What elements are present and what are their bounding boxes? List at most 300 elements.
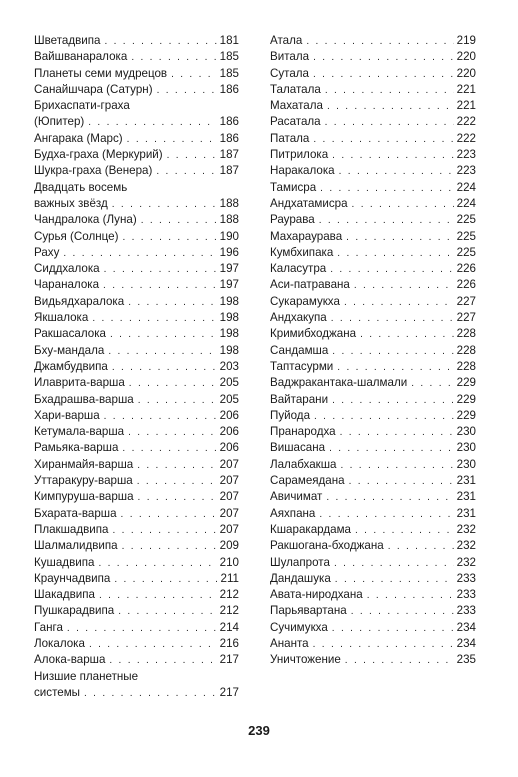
dot-leader (134, 393, 217, 408)
toc-entry-title: Раху (34, 245, 60, 259)
toc-entry-page: 214 (219, 620, 239, 634)
toc-entry (270, 163, 476, 179)
dot-leader (118, 441, 216, 456)
dot-leader (133, 474, 217, 489)
dot-leader (309, 132, 453, 147)
toc-entry-title: Бху-мандала (34, 343, 105, 357)
toc-entry (270, 522, 476, 538)
toc-entry-title: (Юпитер) (34, 115, 85, 129)
dot-leader (309, 637, 454, 652)
toc-entry-title: важных звёзд (34, 196, 108, 210)
dot-leader (336, 458, 453, 473)
toc-entry-page: 217 (219, 685, 239, 699)
toc-entry (34, 49, 239, 65)
toc-entry-row (34, 571, 239, 587)
toc-entry-row (34, 408, 239, 424)
dot-leader (407, 376, 453, 391)
toc-entry-title: Кримибходжана (270, 327, 357, 341)
dot-leader (137, 213, 217, 228)
toc-entry-row (270, 408, 476, 424)
toc-entry-page: 223 (456, 164, 476, 178)
dot-leader (336, 425, 454, 440)
dot-leader (322, 490, 453, 505)
toc-entry-row (34, 538, 239, 554)
dot-leader (118, 539, 217, 554)
toc-entry-page: 233 (456, 604, 476, 618)
toc-entry (34, 408, 239, 424)
toc-entry-row (34, 343, 239, 359)
toc-entry-title: Шулапрота (270, 555, 330, 569)
toc-entry-row (270, 424, 476, 440)
dot-leader (345, 474, 454, 489)
toc-entry-title: Чандралока (Луна) (34, 213, 137, 227)
toc-entry-row (270, 212, 476, 228)
dot-leader (333, 246, 453, 261)
toc-entry (270, 147, 476, 163)
dot-leader (328, 344, 453, 359)
dot-leader (310, 409, 454, 424)
toc-entry-page: 224 (456, 180, 476, 194)
toc-entry-row (34, 685, 239, 701)
toc-entry-page: 212 (219, 604, 239, 618)
dot-leader (167, 67, 217, 82)
toc-entry-row (270, 294, 476, 310)
toc-entry-row (270, 620, 476, 636)
toc-entry (270, 310, 476, 326)
toc-entry-row (34, 620, 239, 636)
toc-entry-page: 231 (456, 490, 476, 504)
toc-entry (270, 652, 476, 668)
toc-entry (34, 294, 239, 310)
toc-entry-title: Бхарата-варша (34, 506, 117, 520)
toc-entry-title: Планеты семи мудрецов (34, 66, 168, 80)
toc-entry-row (34, 375, 239, 391)
dot-leader (123, 132, 217, 147)
toc-entry (34, 310, 239, 326)
toc-entry (34, 33, 239, 49)
toc-entry-page: 187 (219, 164, 239, 178)
toc-entry-page: 206 (219, 425, 239, 439)
toc-entry-page: 209 (219, 539, 239, 553)
dot-leader (321, 83, 454, 98)
toc-entry-title: Расатала (270, 115, 321, 129)
toc-entry-row (270, 457, 476, 473)
dot-leader (356, 327, 454, 342)
toc-entry-title: Будха-граха (Меркурий) (34, 148, 163, 162)
toc-entry (34, 424, 239, 440)
toc-entry (34, 131, 239, 147)
dot-leader (106, 327, 217, 342)
toc-entry-row (34, 33, 239, 49)
toc-entry-row (34, 392, 239, 408)
toc-entry-page: 198 (219, 343, 239, 357)
toc-entry-title: Питрилока (270, 148, 329, 162)
toc-entry-page: 227 (456, 294, 476, 308)
toc-entry-page: 197 (219, 262, 239, 276)
toc-entry-title: Кшаракардама (270, 522, 351, 536)
toc-entry-row (34, 163, 239, 179)
toc-entry (34, 522, 239, 538)
toc-entry-row (34, 49, 239, 65)
toc-entry (270, 343, 476, 359)
toc-entry-row (34, 555, 239, 571)
dot-leader (114, 604, 216, 619)
dot-leader (100, 34, 216, 49)
toc-entry-title: Дандашука (270, 571, 331, 585)
toc-entry (270, 620, 476, 636)
toc-entry-page: 203 (219, 359, 239, 373)
toc-entry-row (270, 636, 476, 652)
toc-entry-row (270, 489, 476, 505)
toc-entry (270, 212, 476, 228)
toc-entry (34, 538, 239, 554)
toc-entry-row (270, 147, 476, 163)
dot-leader (100, 409, 217, 424)
toc-entry-page: 220 (456, 50, 476, 64)
toc-entry-page: 198 (219, 294, 239, 308)
toc-entry (270, 261, 476, 277)
dot-leader (328, 621, 454, 636)
toc-entry (270, 196, 476, 212)
toc-entry-title: Парьявартана (270, 604, 347, 618)
toc-entry-title: Пушкарадвипа (34, 604, 115, 618)
toc-entry-page: 217 (219, 653, 239, 667)
toc-entry (34, 261, 239, 277)
toc-entry (34, 375, 239, 391)
toc-entry-page: 205 (219, 392, 239, 406)
toc-entry-row (270, 163, 476, 179)
toc-entry-row (270, 538, 476, 554)
toc-entry-row (270, 114, 476, 130)
dot-leader (347, 604, 454, 619)
toc-entry (270, 82, 476, 98)
dot-leader (110, 572, 217, 587)
toc-entry-row (34, 457, 239, 473)
toc-entry-row (34, 522, 239, 538)
toc-entry-row (270, 180, 476, 196)
toc-entry-page: 186 (219, 131, 239, 145)
dot-leader (328, 393, 454, 408)
toc-entry-page: 207 (219, 522, 239, 536)
dot-leader (80, 686, 217, 701)
toc-entry-title: Каласутра (270, 262, 327, 276)
toc-entry (270, 326, 476, 342)
toc-entry-title: Ангарака (Марс) (34, 131, 123, 145)
toc-entry-page: 226 (456, 262, 476, 276)
toc-entry (270, 457, 476, 473)
toc-entry (270, 392, 476, 408)
dot-leader (323, 99, 454, 114)
toc-entry-title: Сурья (Солнце) (34, 229, 119, 243)
toc-entry-row (34, 66, 239, 82)
toc-entry (34, 343, 239, 359)
dot-leader (316, 181, 454, 196)
toc-entry-page: 227 (456, 311, 476, 325)
toc-entry (270, 49, 476, 65)
toc-entry-page: 230 (456, 425, 476, 439)
toc-entry-title: Махатала (270, 99, 323, 113)
toc-entry-page: 206 (219, 408, 239, 422)
toc-entry-title: Локалока (34, 636, 85, 650)
toc-entry-page: 186 (219, 115, 239, 129)
toc-entry (34, 669, 239, 702)
toc-entry (270, 473, 476, 489)
toc-entry-page: 207 (219, 457, 239, 471)
toc-entry-page: 228 (456, 327, 476, 341)
toc-entry (270, 571, 476, 587)
toc-entry-page: 234 (456, 620, 476, 634)
toc-entry-row (270, 33, 476, 49)
toc-entry-row (34, 359, 239, 375)
toc-entry (270, 375, 476, 391)
toc-entry-page: 231 (456, 506, 476, 520)
toc-entry-page: 229 (456, 392, 476, 406)
dot-leader (134, 490, 217, 505)
toc-entry (34, 587, 239, 603)
toc-entry-page: 207 (219, 490, 239, 504)
toc-entry-title: Таптасурми (270, 359, 334, 373)
toc-entry-title: Кимпуруша-варша (34, 490, 134, 504)
dot-leader (333, 360, 453, 375)
dot-leader (341, 653, 454, 668)
toc-entry-page: 222 (456, 115, 476, 129)
toc-entry (34, 359, 239, 375)
toc-entry-title-line1: Низшие планетные (34, 669, 139, 683)
toc-entry-title: Кумбхипака (270, 245, 334, 259)
toc-entry-title: Бхадрашва-варша (34, 392, 134, 406)
dot-leader (124, 295, 216, 310)
toc-entry-title: Шалмалидвипа (34, 539, 118, 553)
toc-entry-page: 220 (456, 66, 476, 80)
toc-entry-title-line1: Брихаспати-граха (34, 99, 130, 113)
toc-entry-title: Рамьяка-варша (34, 441, 119, 455)
toc-entry-row (34, 424, 239, 440)
dot-leader (335, 164, 454, 179)
toc-entry-title: Сутала (270, 66, 310, 80)
toc-entry (270, 603, 476, 619)
toc-entry-title: Уничтожение (270, 653, 341, 667)
toc-entry (34, 326, 239, 342)
toc-entry-page: 207 (219, 506, 239, 520)
toc-entry-page: 223 (456, 148, 476, 162)
toc-entry-page: 224 (456, 196, 476, 210)
toc-entry (34, 392, 239, 408)
toc-entry-title: Хари-варша (34, 408, 100, 422)
toc-entry (270, 294, 476, 310)
dot-leader (105, 653, 216, 668)
toc-entry-title: Илаврита-варша (34, 376, 125, 390)
toc-entry-page: 198 (219, 311, 239, 325)
toc-entry-row (270, 375, 476, 391)
toc-entry-row (34, 131, 239, 147)
toc-entry-row (34, 82, 239, 98)
toc-entry-page: 233 (456, 588, 476, 602)
toc-entry-page: 188 (219, 196, 239, 210)
toc-entry-page: 212 (219, 588, 239, 602)
toc-entry-title: Витала (270, 50, 310, 64)
toc-entry-page: 221 (456, 82, 476, 96)
toc-entry (270, 229, 476, 245)
toc-entry (270, 131, 476, 147)
toc-entry-row (270, 440, 476, 456)
toc-entry-row (34, 603, 239, 619)
dot-leader (163, 148, 217, 163)
toc-entry (270, 33, 476, 49)
toc-entry-title: Сандамша (270, 343, 329, 357)
toc-entry (34, 506, 239, 522)
toc-entry-row (270, 571, 476, 587)
toc-entry (270, 424, 476, 440)
dot-leader (153, 83, 217, 98)
toc-entry-page: 232 (456, 522, 476, 536)
toc-entry (34, 229, 239, 245)
toc-entry (270, 180, 476, 196)
dot-leader (104, 344, 216, 359)
toc-entry (270, 555, 476, 571)
toc-entry-row (270, 82, 476, 98)
toc-entry-row (270, 310, 476, 326)
toc-entry-page: 235 (456, 653, 476, 667)
toc-entry-row (270, 196, 476, 212)
toc-entry-row (270, 131, 476, 147)
toc-entry-title: Аси-патравана (270, 278, 350, 292)
toc-entry-title: Тамисра (270, 180, 317, 194)
toc-entry-row (270, 473, 476, 489)
toc-entry-page: 225 (456, 229, 476, 243)
toc-entry-row (270, 98, 476, 114)
toc-entry (270, 587, 476, 603)
toc-entry-title: Сарамеядана (270, 474, 345, 488)
toc-entry-title: Ваджракантака-шалмали (270, 376, 408, 390)
toc-entry-page: 225 (456, 213, 476, 227)
toc-entry-title: Патала (270, 131, 310, 145)
toc-entry (270, 114, 476, 130)
toc-entry-title: Махараурава (270, 229, 343, 243)
toc-entry-title: Вайшванаралока (34, 50, 128, 64)
dot-leader (342, 230, 454, 245)
toc-entry-title: Кушадвипа (34, 555, 95, 569)
toc-entry (270, 245, 476, 261)
toc-entry (34, 652, 239, 668)
dot-leader (315, 213, 454, 228)
toc-entry (270, 98, 476, 114)
toc-entry-title: Сукарамукха (270, 294, 340, 308)
dot-leader (124, 425, 217, 440)
toc-entry-row (270, 343, 476, 359)
toc-entry (34, 180, 239, 213)
toc-entry (270, 277, 476, 293)
dot-leader (152, 164, 216, 179)
toc-entry-page: 185 (219, 66, 239, 80)
toc-entry-row (270, 603, 476, 619)
dot-leader (330, 556, 454, 571)
toc-entry-row (34, 196, 239, 212)
toc-entry-page: 181 (219, 34, 239, 47)
toc-entry-row (34, 277, 239, 293)
toc-column-right (270, 33, 476, 669)
toc-entry-title: Аяхпана (270, 506, 316, 520)
toc-entry (34, 163, 239, 179)
dot-leader (328, 148, 453, 163)
toc-entry-page: 196 (219, 245, 239, 259)
toc-entry-row (270, 555, 476, 571)
toc-entry-row (34, 310, 239, 326)
toc-entry-title: Шакадвипа (34, 588, 95, 602)
dot-leader (125, 376, 217, 391)
toc-entry-title: системы (34, 685, 81, 699)
toc-entry-row (270, 326, 476, 342)
toc-entry-page: 198 (219, 327, 239, 341)
dot-leader (325, 441, 454, 456)
toc-entry-title-line1: Двадцать восемь (34, 180, 128, 194)
toc-entry (34, 457, 239, 473)
toc-entry-title: Лалабхакша (270, 457, 337, 471)
toc-entry-title: Шукра-граха (Венера) (34, 164, 153, 178)
toc-entry (34, 620, 239, 636)
dot-leader (109, 523, 217, 538)
toc-entry-page: 219 (456, 34, 476, 47)
toc-entry-title: Чараналока (34, 278, 100, 292)
toc-entry-title: Пранародха (270, 425, 336, 439)
toc-entry (270, 636, 476, 652)
toc-entry-row (34, 473, 239, 489)
toc-entry-title: Ракшасалока (34, 327, 106, 341)
toc-entry-title: Шветадвипа (34, 34, 101, 47)
toc-entry-row (270, 49, 476, 65)
toc-entry-title: Кетумала-варша (34, 425, 125, 439)
toc-entry-title: Андхатамисра (270, 196, 348, 210)
toc-entry-row (34, 229, 239, 245)
toc-entry-title: Якшалока (34, 311, 89, 325)
dot-leader (350, 278, 454, 293)
toc-entry-title: Вишасана (270, 441, 326, 455)
toc-entry-page: 187 (219, 148, 239, 162)
toc-entry-page: 216 (219, 636, 239, 650)
toc-entry-row (270, 587, 476, 603)
toc-entry-title: Краунчадвипа (34, 571, 111, 585)
toc-entry-row (270, 392, 476, 408)
toc-entry-title: Раурава (270, 213, 315, 227)
dot-leader (340, 295, 454, 310)
toc-entry-title: Алока-варша (34, 653, 106, 667)
toc-entry-title: Сучимукха (270, 620, 328, 634)
toc-entry (34, 603, 239, 619)
toc-column-left (34, 33, 239, 701)
toc-entry-title: Ананта (270, 636, 309, 650)
toc-entry (34, 245, 239, 261)
toc-entry-title: Вайтарани (270, 392, 329, 406)
toc-entry-page: 221 (456, 99, 476, 113)
toc-entry-page: 230 (456, 457, 476, 471)
dot-leader (363, 588, 454, 603)
toc-entry-row (34, 506, 239, 522)
toc-entry-row (270, 66, 476, 82)
dot-leader (85, 637, 217, 652)
toc-entry-title: Авата-ниродхана (270, 588, 363, 602)
dot-leader (302, 34, 453, 49)
dot-leader (99, 278, 217, 293)
toc-entry-title: Сиддхалока (34, 262, 100, 276)
toc-entry (34, 636, 239, 652)
toc-entry-row (270, 522, 476, 538)
dot-leader (63, 621, 217, 636)
toc-entry (34, 489, 239, 505)
dot-leader (348, 197, 454, 212)
dot-leader (95, 588, 217, 603)
dot-leader (84, 115, 216, 130)
toc-entry-page: 206 (219, 441, 239, 455)
toc-entry-row (270, 506, 476, 522)
